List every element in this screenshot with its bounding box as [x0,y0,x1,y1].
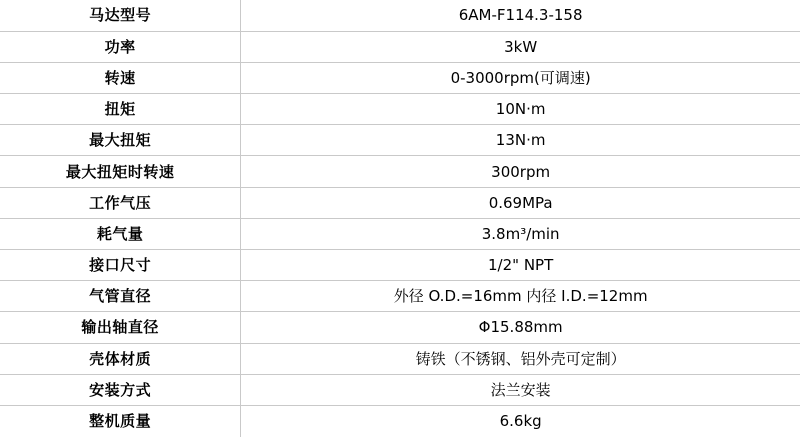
spec-value: 3kW [241,31,800,62]
table-row [0,281,800,312]
spec-label: 整机质量 [0,405,241,436]
spec-value: 0-3000rpm(可调速) [241,62,800,93]
table-row [0,156,800,187]
spec-label: 耗气量 [0,218,241,249]
table-row [0,405,800,436]
spec-value: 铸铁（不锈钢、铝外壳可定制） [241,343,800,374]
spec-label: 安装方式 [0,374,241,405]
spec-label: 最大扭矩 [0,125,241,156]
spec-label: 气管直径 [0,281,241,312]
spec-value: Φ15.88mm [241,312,800,343]
spec-label: 转速 [0,62,241,93]
spec-label: 壳体材质 [0,343,241,374]
spec-value: 1/2" NPT [241,250,800,281]
spec-label: 输出轴直径 [0,312,241,343]
table-row [0,218,800,249]
spec-value: 外径 O.D.=16mm 内径 I.D.=12mm [241,281,800,312]
table-row [0,125,800,156]
spec-value: 法兰安装 [241,374,800,405]
table-row [0,250,800,281]
spec-value: 10N·m [241,94,800,125]
spec-value: 6AM-F114.3-158 [241,0,800,31]
table-row [0,374,800,405]
table-row [0,31,800,62]
spec-label: 扭矩 [0,94,241,125]
spec-value: 13N·m [241,125,800,156]
table-row [0,343,800,374]
spec-value: 6.6kg [241,405,800,436]
spec-label: 最大扭矩时转速 [0,156,241,187]
table-row [0,62,800,93]
table-row [0,94,800,125]
spec-label: 接口尺寸 [0,250,241,281]
spec-label: 马达型号 [0,0,241,31]
spec-value: 0.69MPa [241,187,800,218]
table-row [0,0,800,31]
spec-value: 300rpm [241,156,800,187]
spec-label: 工作气压 [0,187,241,218]
spec-label: 功率 [0,31,241,62]
spec-value: 3.8m³/min [241,218,800,249]
table-row [0,312,800,343]
table-row [0,187,800,218]
